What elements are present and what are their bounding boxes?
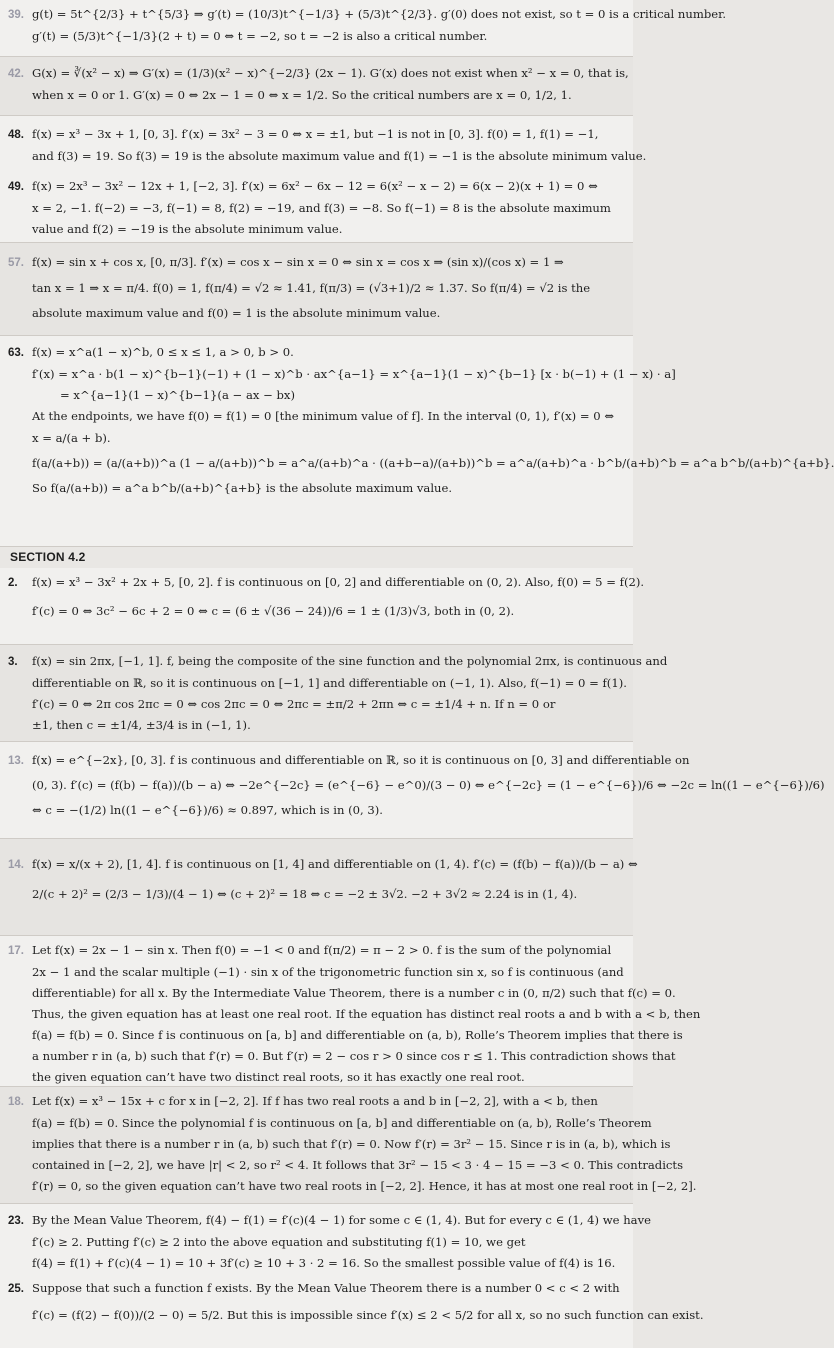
problem-line: Let f(x) = x³ − 15x + c for x in [−2, 2]. If f has two real roots a and b in [−2, 2], with a < b, then: [32, 1094, 598, 1108]
problem-line: f(x) = e^{−2x}, [0, 3]. f is continuous and differentiable on ℝ, so it is continuous on [0, 3] and differentiable on: [32, 753, 690, 767]
section-heading: SECTION 4.2: [10, 550, 86, 564]
problem-line: value and f(2) = −19 is the absolute minimum value.: [32, 222, 343, 236]
problem-63: [8, 345, 834, 506]
problem-57-band: [0, 243, 633, 336]
problem-line: G(x) = ∛(x² − x) ⇒ G′(x) = (1/3)(x² − x)^{−2/3} (2x − 1). G′(x) does not exist when x² − x = 0, that is,: [32, 66, 629, 80]
problem-number: 63.: [8, 347, 24, 359]
problem-line: g(t) = 5t^{2/3} + t^{5/3} ⇒ g′(t) = (10/3)t^{−1/3} + (5/3)t^{2/3}. g′(0) does not exist, so t = 0 is a critical number.: [32, 7, 727, 21]
problem-number: 23.: [8, 1215, 24, 1227]
problem-line: f(a) = f(b) = 0. Since the polynomial f is continuous on [a, b] and differentiable on (a, b), Rolle’s Theorem: [32, 1116, 652, 1130]
problem-number: 57.: [8, 257, 24, 269]
problem-number: 18.: [8, 1096, 24, 1108]
problem-line: differentiable) for all x. By the Intermediate Value Theorem, there is a number c in (0, π/2) such that f(c) = 0.: [32, 986, 676, 1000]
problem-line: f(x) = sin 2πx, [−1, 1]. f, being the composite of the sine function and the polynomial 2πx, is continuous and: [32, 654, 668, 668]
problem-line: f′(c) ≥ 2. Putting f′(c) ≥ 2 into the above equation and substituting f(1) = 10, we get: [32, 1235, 526, 1249]
problem-39-band: [0, 0, 727, 57]
problem-line: f′(c) = 0 ⇔ 2π cos 2πc = 0 ⇔ cos 2πc = 0 ⇔ 2πc = ±π/2 + 2πn ⇔ c = ±1/4 + n. If n = 0 or: [32, 697, 556, 711]
problem-line: ⇔ c = −(1/2) ln((1 − e^{−6})/6) ≈ 0.897, which is in (0, 3).: [32, 803, 383, 817]
problem-line: f′(c) = (f(2) − f(0))/(2 − 0) = 5/2. But this is impossible since f′(x) ≤ 2 < 5/2 for all x, so no such function can exist.: [32, 1308, 704, 1322]
problem-line: g′(t) = (5/3)t^{−1/3}(2 + t) = 0 ⇔ t = −2, so t = −2 is also a critical number.: [32, 29, 488, 43]
problem-line: the given equation can’t have two distinct real roots, so it has exactly one real root.: [32, 1070, 525, 1084]
problem-line: 2x − 1 and the scalar multiple (−1) · sin x of the trigonometric function sin x, so f is continuous (and: [32, 965, 624, 979]
problem-number: 49.: [8, 181, 24, 193]
problem-number: 3.: [8, 656, 18, 668]
problem-3-band: [0, 645, 668, 742]
problem-25: [8, 1281, 704, 1333]
problem-line: absolute maximum value and f(0) = 1 is the absolute minimum value.: [32, 306, 441, 320]
problem-number: 42.: [8, 68, 24, 80]
problem-line: Thus, the given equation has at least one real root. If the equation has distinct real roots a and b with a < b, then: [32, 1007, 701, 1021]
problem-line: ±1, then c = ±1/4, ±3/4 is in (−1, 1).: [32, 718, 251, 732]
problem-42: [8, 66, 629, 110]
problem-13-band: [0, 742, 825, 839]
problem-line: when x = 0 or 1. G′(x) = 0 ⇔ 2x − 1 = 0 ⇔ x = 1/2. So the critical numbers are x = 0, 1/2, 1.: [32, 88, 572, 102]
problem-line: f(x) = 2x³ − 3x² − 12x + 1, [−2, 3]. f′(x) = 6x² − 6x − 12 = 6(x² − x − 2) = 6(x − 2)(x + 1) = 0 ⇔: [32, 179, 598, 193]
problem-line: f′(r) = 0, so the given equation can’t have two real roots in [−2, 2]. Hence, it has at most one real root in [−2, 2].: [32, 1179, 697, 1193]
problem-line: f(x) = x³ − 3x + 1, [0, 3]. f′(x) = 3x² − 3 = 0 ⇔ x = ±1, but −1 is not in [0, 3]. f(0) = 1, f(1) = −1,: [32, 127, 599, 141]
problem-line: (0, 3). f′(c) = (f(b) − f(a))/(b − a) ⇔ −2e^{−2c} = (e^{−6} − e^0)/(3 − 0) ⇔ e^{−2c} = (1 − e^{−6})/6 ⇔ −2c = ln((1 − e^{−6})/6): [32, 778, 825, 792]
problem-number: 13.: [8, 755, 24, 767]
problem-line: Let f(x) = 2x − 1 − sin x. Then f(0) = −1 < 0 and f(π/2) = π − 2 > 0. f is the sum of the polynomial: [32, 943, 612, 957]
problem-line: So f(a/(a+b)) = a^a b^b/(a+b)^{a+b} is the absolute maximum value.: [32, 481, 453, 495]
problem-line: f′(x) = x^a · b(1 − x)^{b−1}(−1) + (1 − x)^b · ax^{a−1} = x^{a−1}(1 − x)^{b−1} [x · b(−1) + (1 − x) · a]: [32, 367, 676, 381]
problem-line: x = 2, −1. f(−2) = −3, f(−1) = 8, f(2) = −19, and f(3) = −8. So f(−1) = 8 is the absolute maximum: [32, 201, 611, 215]
problem-49: [8, 180, 626, 244]
problem-line: f′(c) = 0 ⇔ 3c² − 6c + 2 = 0 ⇔ c = (6 ± √(36 − 24))/6 = 1 ± (1/3)√3, both in (0, 2).: [32, 604, 515, 618]
problem-line: f(x) = x^a(1 − x)^b, 0 ≤ x ≤ 1, a > 0, b > 0.: [32, 345, 294, 359]
problem-line: implies that there is a number r in (a, b) such that f′(r) = 0. Now f′(r) = 3r² − 15. Since r is in (a, b), which is: [32, 1137, 671, 1151]
problem-57: [8, 255, 626, 331]
problem-13: [8, 753, 825, 828]
problem-line: At the endpoints, we have f(0) = f(1) = 0 [the minimum value of f]. In the interval (0, 1), f′(x) = 0 ⇔: [32, 409, 615, 423]
problem-18-band: [0, 1087, 697, 1204]
problem-number: 2.: [8, 577, 18, 589]
problems-23-25-band: [0, 1204, 704, 1348]
problem-line: f(x) = sin x + cos x, [0, π/3]. f′(x) = cos x − sin x = 0 ⇔ sin x = cos x ⇒ (sin x)/(cos x) = 1 ⇒: [32, 255, 564, 269]
problem-39: [8, 7, 727, 51]
problem-line: tan x = 1 ⇒ x = π/4. f(0) = 1, f(π/4) = √2 ≈ 1.41, f(π/3) = (√3+1)/2 ≈ 1.37. So f(π/4) = √2 is the: [32, 281, 591, 295]
problem-14-band: [0, 839, 638, 936]
problem-line: By the Mean Value Theorem, f(4) − f(1) = f′(c)(4 − 1) for some c ∈ (1, 4). But for every c ∈ (1, 4) we have: [32, 1213, 651, 1227]
problem-23: [8, 1213, 651, 1278]
problem-line: f(x) = x³ − 3x² + 2x + 5, [0, 2]. f is continuous on [0, 2] and differentiable on (0, 2). Also, f(0) = 5 = f(2).: [32, 575, 645, 589]
problem-18: [8, 1094, 697, 1201]
problem-3: [8, 654, 668, 740]
problem-number: 25.: [8, 1283, 24, 1295]
problem-2: [8, 575, 645, 629]
problem-number: 48.: [8, 129, 24, 141]
problem-line: differentiable on ℝ, so it is continuous on [−1, 1] and differentiable on (−1, 1). Also, f(−1) = 0 = f(1).: [32, 676, 627, 690]
problem-2-band: [0, 568, 645, 645]
problem-17-band: [0, 936, 701, 1087]
problem-line: and f(3) = 19. So f(3) = 19 is the absolute maximum value and f(1) = −1 is the absolute minimum value.: [32, 149, 647, 163]
problem-14: [8, 857, 638, 912]
problem-17: [8, 943, 701, 1092]
problem-number: 14.: [8, 859, 24, 871]
problem-line: contained in [−2, 2], we have |r| < 2, so r² < 4. It follows that 3r² − 15 < 3 · 4 − 15 = −3 < 0. This contradicts: [32, 1158, 684, 1172]
problem-line: f(a/(a+b)) = (a/(a+b))^a (1 − a/(a+b))^b = a^a/(a+b)^a · ((a+b−a)/(a+b))^b = a^a/(a+b)^a · b^b/(a+b)^b = a^a b^b/(a+b)^{a+b}.: [32, 456, 834, 470]
problem-line: f(4) = f(1) + f′(c)(4 − 1) = 10 + 3f′(c) ≥ 10 + 3 · 2 = 16. So the smallest possible value of f(4) is 16.: [32, 1256, 616, 1270]
problems-48-49-band: [0, 116, 647, 243]
problem-line: x = a/(a + b).: [32, 431, 111, 445]
problem-number: 17.: [8, 945, 24, 957]
problem-line: Suppose that such a function f exists. By the Mean Value Theorem there is a number 0 < c < 2 with: [32, 1281, 620, 1295]
problem-line: 2/(c + 2)² = (2/3 − 1/3)/(4 − 1) ⇔ (c + 2)² = 18 ⇔ c = −2 ± 3√2. −2 + 3√2 ≈ 2.24 is in (1, 4).: [32, 887, 578, 901]
problem-line: a number r in (a, b) such that f′(r) = 0. But f′(r) = 2 − cos r > 0 since cos r ≤ 1. This contradiction shows that: [32, 1049, 676, 1063]
problem-line: f(x) = x/(x + 2), [1, 4]. f is continuous on [1, 4] and differentiable on (1, 4). f′(c) = (f(b) − f(a))/(b − a) ⇔: [32, 857, 638, 871]
problem-48: [8, 127, 647, 171]
problem-number: 39.: [8, 9, 24, 21]
problem-line: f(a) = f(b) = 0. Since f is continuous on [a, b] and differentiable on (a, b), Rolle’s Theorem implies that there is: [32, 1028, 683, 1042]
problem-42-band: [0, 57, 633, 116]
problem-line: = x^{a−1}(1 − x)^{b−1}(a − ax − bx): [60, 388, 295, 402]
problem-63-band: [0, 336, 834, 547]
